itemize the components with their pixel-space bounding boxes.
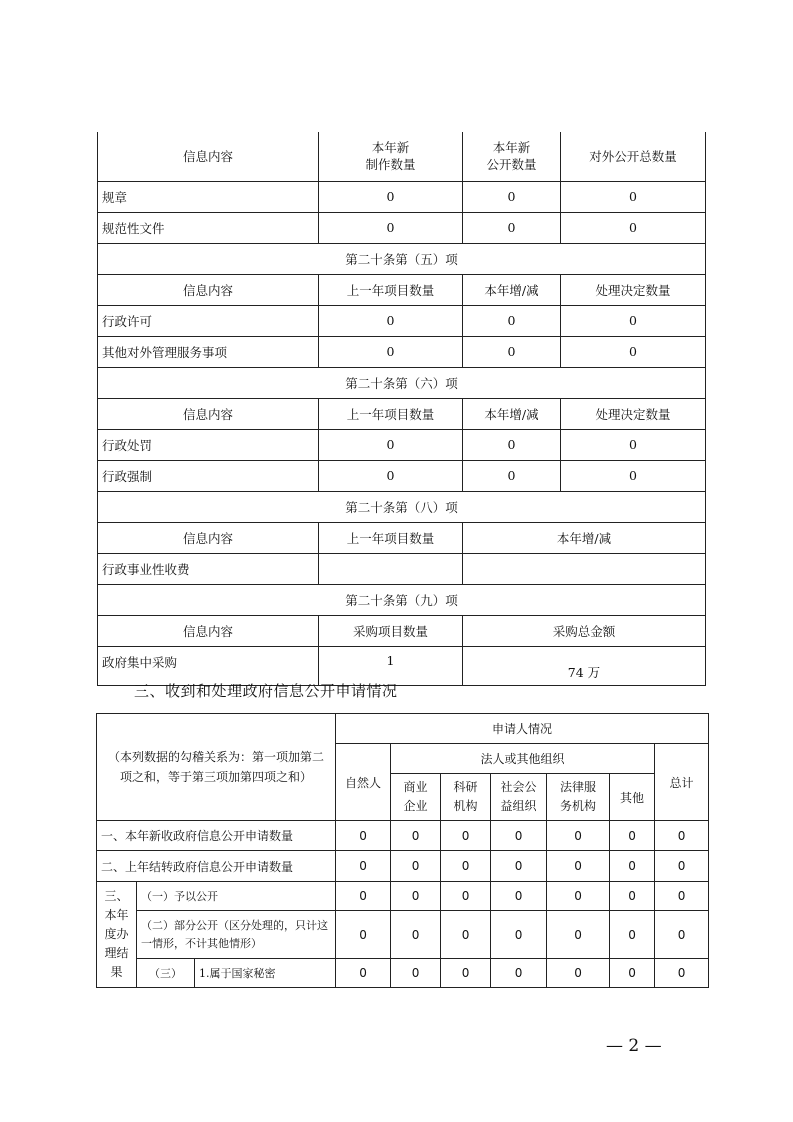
row-label: （一）予以公开 xyxy=(137,882,336,911)
header-last-year-count: 上一年项目数量 xyxy=(319,522,463,553)
cell-value: 0 xyxy=(391,882,441,911)
cell-value: 0 xyxy=(561,336,706,367)
cell-value: 0 xyxy=(547,911,610,959)
cell-value: 0 xyxy=(336,911,391,959)
legal-group-header: 法人或其他组织 xyxy=(391,744,655,774)
row-label: 二、上年结转政府信息公开申请数量 xyxy=(97,851,336,882)
request-table xyxy=(96,713,709,988)
cell-value: 0 xyxy=(319,429,463,460)
cell-value: 0 xyxy=(491,851,547,882)
row-label: 一、本年新收政府信息公开申请数量 xyxy=(97,821,336,851)
research-header: 科研 机构 xyxy=(441,774,491,821)
header-info-content: 信息内容 xyxy=(98,274,319,305)
cell-value: 0 xyxy=(561,460,706,491)
section-title: 第二十条第（六）项 xyxy=(98,367,706,398)
cell-value: 0 xyxy=(441,851,491,882)
header-last-year-count: 上一年项目数量 xyxy=(319,274,463,305)
header-purchase-count: 采购项目数量 xyxy=(319,615,463,646)
corner-note: （本列数据的勾稽关系为：第一项加第二项之和，等于第三项加第四项之和） xyxy=(97,714,336,821)
social-header: 社会公 益组织 xyxy=(491,774,547,821)
natural-person-header: 自然人 xyxy=(336,744,391,821)
table-row xyxy=(98,305,706,336)
header-new-published: 本年新 公开数量 xyxy=(463,132,561,181)
table-row xyxy=(98,460,706,491)
cell-value: 0 xyxy=(610,882,655,911)
legal-service-header: 法律服 务机构 xyxy=(547,774,610,821)
cell-value: 0 xyxy=(655,821,709,851)
cell-value: 0 xyxy=(547,821,610,851)
cell-value: 0 xyxy=(491,882,547,911)
cell-value: 0 xyxy=(547,851,610,882)
cell-value: 0 xyxy=(561,429,706,460)
cell-value: 0 xyxy=(561,305,706,336)
table-row xyxy=(97,911,709,959)
cell-value: 0 xyxy=(463,429,561,460)
section-title-row xyxy=(98,367,706,398)
row-label: 规范性文件 xyxy=(98,212,319,243)
cell-value: 0 xyxy=(463,212,561,243)
cell-value: 0 xyxy=(463,336,561,367)
header-decision-count: 处理决定数量 xyxy=(561,274,706,305)
cell-value: 0 xyxy=(319,305,463,336)
cell-value: 0 xyxy=(491,821,547,851)
cell-value: 0 xyxy=(391,911,441,959)
row-label: （二）部分公开（区分处理的，只计这一情形，不计其他情形） xyxy=(137,911,336,959)
table-header-row xyxy=(98,274,706,305)
table-row xyxy=(98,212,706,243)
disclosure-table xyxy=(97,132,706,686)
cell-value: 0 xyxy=(547,959,610,988)
section-title-row xyxy=(98,491,706,522)
cell-value: 0 xyxy=(336,882,391,911)
cell-value: 74 万 xyxy=(463,646,706,685)
table-row xyxy=(98,429,706,460)
cell-value: 0 xyxy=(561,181,706,212)
cell-value xyxy=(319,553,463,584)
row-label: 行政许可 xyxy=(98,305,319,336)
cell-value: 0 xyxy=(655,851,709,882)
cell-value: 0 xyxy=(319,336,463,367)
table-row xyxy=(97,882,709,911)
header-info-content: 信息内容 xyxy=(98,522,319,553)
header-total-published: 对外公开总数量 xyxy=(561,132,706,181)
cell-value xyxy=(463,553,706,584)
header-info-content: 信息内容 xyxy=(98,398,319,429)
total-header: 总计 xyxy=(655,744,709,821)
cell-value: 0 xyxy=(441,911,491,959)
section-title-row xyxy=(98,584,706,615)
cell-value: 0 xyxy=(463,460,561,491)
cell-value: 0 xyxy=(463,305,561,336)
table-row xyxy=(97,851,709,882)
cell-value: 0 xyxy=(491,959,547,988)
cell-value: 0 xyxy=(610,851,655,882)
cell-value: 0 xyxy=(655,882,709,911)
commercial-header: 商业 企业 xyxy=(391,774,441,821)
cell-value: 0 xyxy=(610,959,655,988)
cell-value: 0 xyxy=(610,821,655,851)
row-label: 行政处罚 xyxy=(98,429,319,460)
cell-value: 0 xyxy=(336,821,391,851)
header-change: 本年增/减 xyxy=(463,522,706,553)
table-row xyxy=(98,553,706,584)
cell-value: 0 xyxy=(441,959,491,988)
row-group-label: 三、 本年 度办 理结 果 xyxy=(97,882,137,988)
section-title: 第二十条第（九）项 xyxy=(98,584,706,615)
row-label: 行政事业性收费 xyxy=(98,553,319,584)
cell-value: 0 xyxy=(336,959,391,988)
header-info-content: 信息内容 xyxy=(98,132,319,181)
header-info-content: 信息内容 xyxy=(98,615,319,646)
other-header: 其他 xyxy=(610,774,655,821)
table-header-row xyxy=(98,522,706,553)
cell-value: 0 xyxy=(491,911,547,959)
table-row xyxy=(98,336,706,367)
cell-value: 0 xyxy=(655,959,709,988)
header-decision-count: 处理决定数量 xyxy=(561,398,706,429)
cell-value: 0 xyxy=(441,821,491,851)
applicant-situation-header: 申请人情况 xyxy=(336,714,709,744)
cell-value: 0 xyxy=(391,959,441,988)
cell-value: 0 xyxy=(441,882,491,911)
row-label: 其他对外管理服务事项 xyxy=(98,336,319,367)
header-purchase-amount: 采购总金额 xyxy=(463,615,706,646)
cell-value: 0 xyxy=(610,911,655,959)
table-row xyxy=(97,959,709,988)
section-heading: 三、收到和处理政府信息公开申请情况 xyxy=(134,682,398,700)
cell-value: 0 xyxy=(391,851,441,882)
cell-value: 0 xyxy=(391,821,441,851)
section-title-row xyxy=(98,243,706,274)
cell-value: 0 xyxy=(547,882,610,911)
header-new-made: 本年新 制作数量 xyxy=(319,132,463,181)
section-title: 第二十条第（八）项 xyxy=(98,491,706,522)
cell-value: 0 xyxy=(336,851,391,882)
header-change: 本年增/减 xyxy=(463,274,561,305)
table-row xyxy=(98,181,706,212)
row-subgroup-label: （三） xyxy=(137,959,195,988)
row-label: 政府集中采购 xyxy=(98,646,319,685)
row-label: 规章 xyxy=(98,181,319,212)
page-number: — 2 — xyxy=(606,1036,662,1056)
table-row xyxy=(97,821,709,851)
table-header-row xyxy=(98,398,706,429)
table-header-row xyxy=(98,615,706,646)
row-label: 1.属于国家秘密 xyxy=(195,959,336,988)
section-title: 第二十条第（五）项 xyxy=(98,243,706,274)
cell-value: 0 xyxy=(561,212,706,243)
table-header-row xyxy=(97,714,709,744)
header-last-year-count: 上一年项目数量 xyxy=(319,398,463,429)
table-header-row xyxy=(98,132,706,181)
row-label: 行政强制 xyxy=(98,460,319,491)
cell-value: 1 xyxy=(319,646,463,685)
cell-value: 0 xyxy=(319,212,463,243)
cell-value: 0 xyxy=(463,181,561,212)
cell-value: 0 xyxy=(655,911,709,959)
cell-value: 0 xyxy=(319,181,463,212)
header-change: 本年增/减 xyxy=(463,398,561,429)
cell-value: 0 xyxy=(319,460,463,491)
